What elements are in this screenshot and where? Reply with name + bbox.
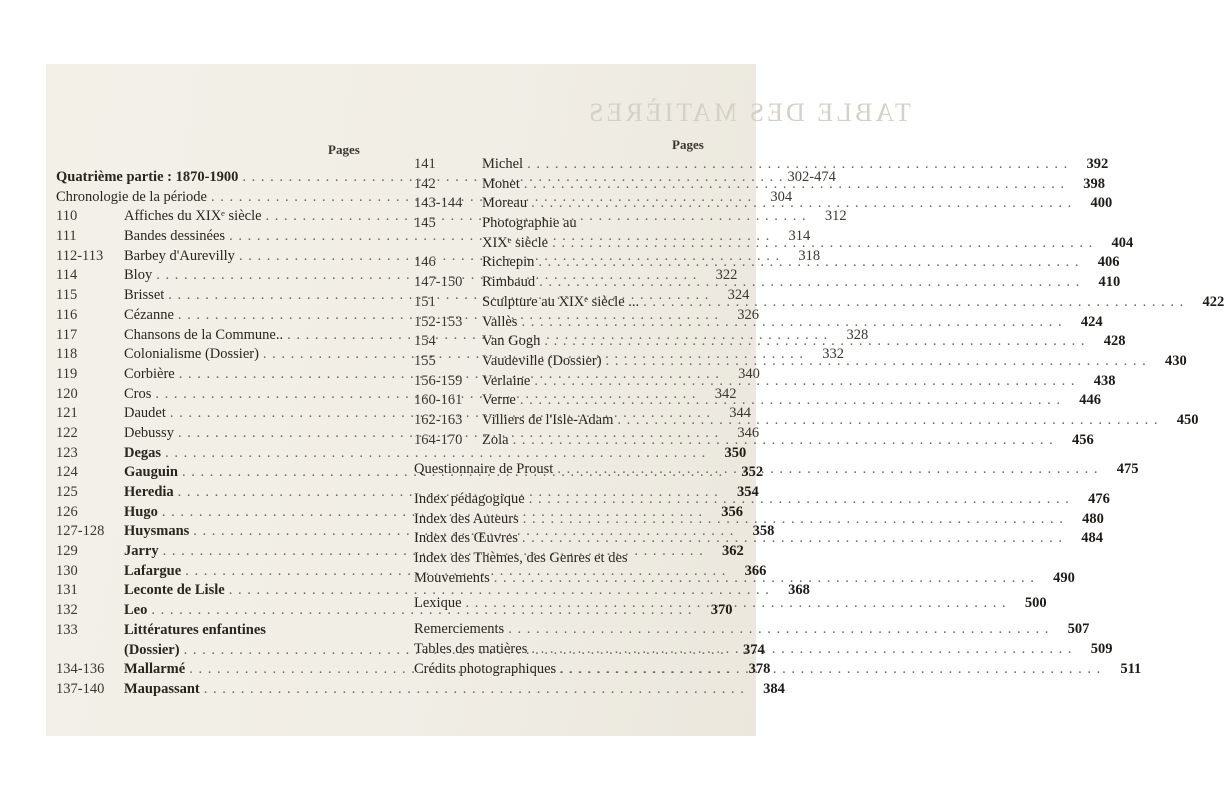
entry-page: 446 <box>1079 392 1101 409</box>
entry-title: Debussy <box>124 424 174 441</box>
entry-title: Sculpture au XIXᵉ siècle ... <box>482 293 640 310</box>
leader-dots <box>538 254 1079 271</box>
leader-dots <box>520 392 1061 409</box>
entry-title: Leconte de Lisle <box>124 582 225 599</box>
entry-page: 344 <box>729 405 751 422</box>
entry-title: Daudet <box>124 405 166 422</box>
entry-page: 326 <box>737 306 760 323</box>
entry-page: 352 <box>741 464 764 481</box>
entry-title: Chansons de la Commune.. <box>124 326 284 343</box>
entry-title: Tables des matières <box>414 640 528 657</box>
leader-dots <box>606 353 1147 370</box>
entry-page: 424 <box>1080 313 1103 330</box>
toc-entry-row <box>414 156 1109 176</box>
entry-page: 324 <box>727 287 750 304</box>
entry-page: 384 <box>763 680 785 697</box>
entry-title: Cézanne <box>124 306 174 323</box>
entry-page: 422 <box>1202 293 1224 310</box>
leader-dots <box>529 491 1070 508</box>
themes-title-line2: Mouvements <box>414 569 490 586</box>
toc-entry-133 <box>56 622 374 642</box>
entry-page: 332 <box>822 346 845 363</box>
entry-title: Rimbaud <box>482 274 536 291</box>
entry-title: Hugo <box>124 503 158 520</box>
entry-page: 318 <box>798 247 821 264</box>
entry-title: Moreau <box>482 195 528 212</box>
entry-page: 362 <box>722 543 744 560</box>
entry-page: 356 <box>721 503 743 520</box>
leader-dots <box>643 294 1184 311</box>
entry-number: 115 <box>56 287 78 304</box>
entry-title: Vallès <box>482 313 518 330</box>
entry-title: Huysmans <box>124 523 190 540</box>
toc-entry-row <box>56 582 810 602</box>
entry-number: 120 <box>56 385 78 402</box>
leader-dots <box>617 412 1158 429</box>
entry-page: 322 <box>715 267 738 284</box>
entry-title-line2: (Dossier) <box>124 641 180 658</box>
entry-number: 130 <box>56 562 78 579</box>
entry-page: 428 <box>1103 333 1126 350</box>
proust-title: Questionnaire de Proust <box>414 461 554 478</box>
entry-number: 160-161 <box>414 392 463 409</box>
leader-dots <box>557 461 1098 478</box>
entry-number: 121 <box>56 405 78 422</box>
entry-number: 137-140 <box>56 680 105 697</box>
leader-dots <box>544 333 1085 350</box>
entry-title-line1: Photographie au <box>482 215 577 232</box>
entry-page: 368 <box>788 582 810 599</box>
entry-title: Michel <box>482 156 524 172</box>
entry-title: Leo <box>124 602 148 619</box>
entry-number: 122 <box>56 424 78 441</box>
entry-title: Colonialisme (Dossier) <box>124 346 259 363</box>
entry-page: 400 <box>1090 195 1113 212</box>
entry-title: Lafargue <box>124 562 182 579</box>
entry-title: Maupassant <box>124 680 200 697</box>
toc-themes-row <box>414 550 750 570</box>
toc-entry-row <box>414 293 1224 314</box>
leader-dots <box>513 432 1054 449</box>
toc-lexique-row <box>414 595 1047 615</box>
entry-page: 340 <box>738 365 760 382</box>
entry-number: 123 <box>56 444 78 461</box>
entry-title: Mallarmé <box>124 661 186 678</box>
entry-title: Crédits photographiques <box>414 660 557 677</box>
leader-dots <box>523 511 1064 528</box>
entry-title: Affiches du XIXᵉ siècle <box>124 208 262 225</box>
entry-page: 392 <box>1086 156 1109 172</box>
entry-number: 134-136 <box>56 661 105 678</box>
leader-dots <box>539 274 1080 291</box>
leader-dots <box>466 595 1007 612</box>
entry-number: 131 <box>56 582 78 599</box>
entry-page: 456 <box>1071 431 1094 448</box>
entry-page: 314 <box>788 228 811 245</box>
leader-dots <box>552 235 1093 252</box>
entry-title: Remerciements <box>414 621 505 638</box>
toc-entry-row <box>414 411 1199 432</box>
entry-title: Index pédagogique <box>414 491 525 507</box>
entry-title: Villiers de l'Isle-Adam <box>482 411 614 428</box>
entry-page: 480 <box>1082 510 1104 527</box>
entry-title-line2: XIXᵉ siècle <box>482 234 549 251</box>
entry-page: 430 <box>1164 352 1187 369</box>
toc-entry-row <box>56 444 747 465</box>
entry-title: Richepin <box>482 254 535 271</box>
entry-title: Bloy <box>124 267 153 284</box>
entry-number: 126 <box>56 503 78 520</box>
leader-dots <box>527 156 1068 173</box>
entry-number: 119 <box>56 365 78 382</box>
entry-page: 328 <box>846 326 869 343</box>
entry-number: 118 <box>56 346 78 363</box>
entry-number: 112-113 <box>56 247 104 264</box>
entry-page: 366 <box>744 562 767 579</box>
entry-page: 404 <box>1111 234 1134 251</box>
entry-page: 450 <box>1176 411 1199 428</box>
entry-number: 145 <box>414 215 436 232</box>
entry-title: Index des Œuvres <box>414 530 518 547</box>
entry-title: Cros <box>124 385 152 402</box>
toc-entry-row <box>56 680 785 701</box>
entry-number: 114 <box>56 267 78 284</box>
entry-number: 129 <box>56 543 78 560</box>
entry-number: 111 <box>56 228 77 245</box>
entry-page: 398 <box>1083 175 1105 192</box>
leader-dots <box>531 195 1072 212</box>
entry-number: 117 <box>56 326 78 343</box>
entry-number: 164-170 <box>414 431 463 448</box>
proust-page: 475 <box>1116 461 1139 478</box>
book-page <box>46 64 1224 736</box>
entry-page: 406 <box>1097 254 1120 271</box>
lexique-page: 500 <box>1024 595 1047 612</box>
entry-page: 346 <box>737 424 760 441</box>
leader-dots <box>508 621 1049 638</box>
leader-dots <box>494 570 1035 587</box>
entry-title: Monet <box>482 175 520 192</box>
show-through-title: TABLE DES MATIÈRES <box>586 98 911 127</box>
entry-page: 410 <box>1098 274 1121 291</box>
entry-title: Bandes dessinées <box>124 228 226 245</box>
entry-number: 146 <box>414 254 436 271</box>
entry-title-line1: Littératures enfantines <box>124 621 266 638</box>
entry-number: 125 <box>56 484 78 500</box>
leader-dots <box>531 641 1072 658</box>
themes-title-line1: Index des Thèmes, des Genres et des <box>414 550 628 567</box>
entry-page: 511 <box>1120 660 1142 677</box>
entry-page: 509 <box>1090 640 1113 657</box>
part-title: Quatrième partie : 1870-1900 <box>56 169 239 185</box>
entry-page: 342 <box>714 385 737 402</box>
entry-page: 370 <box>710 602 733 619</box>
entry-page: 476 <box>1088 491 1110 507</box>
entry-title: Verne <box>482 392 516 409</box>
themes-page: 490 <box>1053 569 1075 586</box>
entry-title: Vaudeville (Dossier) <box>482 352 602 369</box>
entry-number: 143-144 <box>414 195 463 212</box>
entry-number: 151 <box>414 293 436 310</box>
entry-title: Corbière <box>124 365 175 382</box>
entry-title: Brisset <box>124 287 165 304</box>
entry-page: 312 <box>824 208 847 225</box>
entry-number: 127-128 <box>56 523 105 540</box>
entry-page: 354 <box>737 484 759 500</box>
part-pages: 302-474 <box>787 169 836 185</box>
leader-dots <box>522 530 1063 547</box>
entry-page: 358 <box>752 523 775 540</box>
entry-page: 507 <box>1067 621 1090 638</box>
entry-number: 124 <box>56 464 78 481</box>
entry-number: 142 <box>414 175 436 192</box>
lexique-title: Lexique <box>414 595 462 612</box>
entry-title: Zola <box>482 431 509 448</box>
entry-number: 156-159 <box>414 372 463 389</box>
toc-entry-row <box>414 392 1101 412</box>
entry-number: 141 <box>414 156 436 172</box>
entry-number: 154 <box>414 333 436 350</box>
toc-entry-145 <box>414 215 750 235</box>
leader-dots <box>204 681 745 698</box>
entry-title: Jarry <box>124 543 159 560</box>
entry-title: Degas <box>124 444 162 461</box>
entry-number: 133 <box>56 621 78 638</box>
toc-entry-row <box>414 510 1104 531</box>
entry-title: Barbey d'Aurevilly <box>124 247 235 264</box>
entry-title: Index des Auteurs <box>414 510 519 527</box>
entry-page: 378 <box>748 661 771 678</box>
entry-title: Verlaine <box>482 372 531 389</box>
leader-dots <box>524 176 1065 193</box>
entry-title: Heredia <box>124 484 174 500</box>
pages-column-header-left: Pages <box>328 142 360 157</box>
entry-page: 374 <box>742 641 765 658</box>
entry-number: 116 <box>56 306 78 323</box>
entry-page: 438 <box>1093 372 1116 389</box>
entry-title: Van Gogh <box>482 333 541 350</box>
entry-page: 484 <box>1081 530 1104 547</box>
chronology-page: 304 <box>770 188 793 205</box>
entry-number: 152-153 <box>414 313 463 330</box>
entry-number: 162-163 <box>414 411 463 428</box>
entry-number: 155 <box>414 352 436 369</box>
toc-entry-row <box>414 274 1121 294</box>
toc-entry-row <box>414 621 1090 641</box>
entry-page: 350 <box>724 444 747 461</box>
entry-number: 110 <box>56 208 78 225</box>
entry-number: 147-150 <box>414 274 463 291</box>
entry-title: Gauguin <box>124 464 178 481</box>
leader-dots <box>521 314 1062 331</box>
pages-column-header-right: Pages <box>672 137 704 152</box>
chronology-title: Chronologie de la période <box>56 188 207 205</box>
entry-number: 132 <box>56 602 78 619</box>
leader-dots <box>560 661 1101 678</box>
leader-dots <box>534 373 1075 390</box>
